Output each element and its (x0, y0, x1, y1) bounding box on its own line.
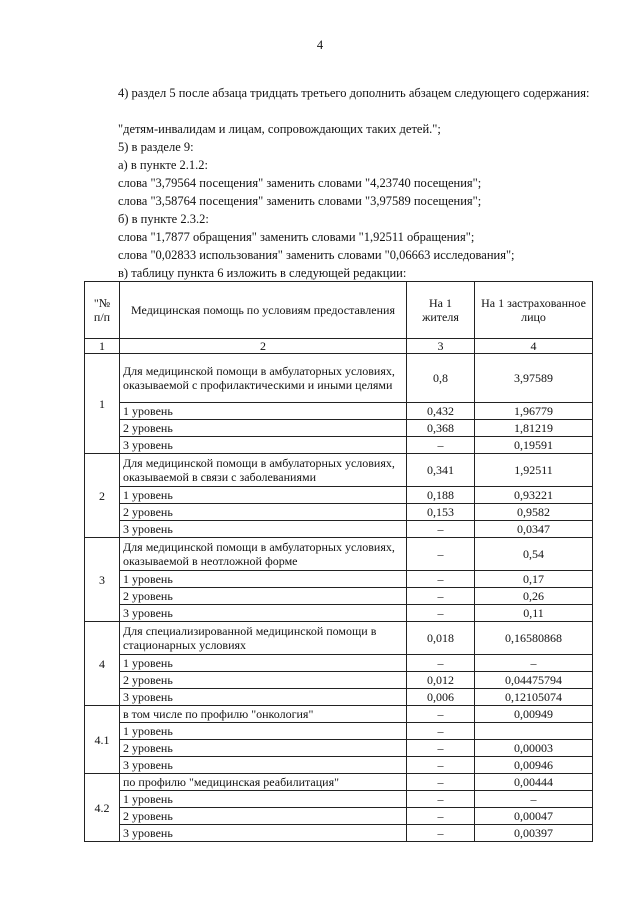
value-per-resident: – (407, 825, 475, 842)
care-description: в том числе по профилю "онкология" (120, 706, 407, 723)
care-description: 1 уровень (120, 723, 407, 740)
row-number: 4 (85, 622, 120, 706)
value-per-insured: 0,00444 (475, 774, 593, 791)
value-per-resident: – (407, 757, 475, 774)
value-per-resident: – (407, 808, 475, 825)
text-line: "детям-инвалидам и лицам, сопровождающих таких детей."; (118, 122, 441, 136)
value-per-insured: 0,00047 (475, 808, 593, 825)
row-number: 2 (85, 454, 120, 538)
value-per-insured: 0,54 (475, 538, 593, 571)
value-per-insured: 1,81219 (475, 420, 593, 437)
table-row-level (85, 757, 593, 774)
care-description: 3 уровень (120, 757, 407, 774)
table-row-level (85, 791, 593, 808)
care-description: Для медицинской помощи в амбулаторных условиях, оказываемой в неотложной форме (120, 538, 407, 571)
care-description: 1 уровень (120, 487, 407, 504)
value-per-insured: 0,00003 (475, 740, 593, 757)
value-per-resident: – (407, 571, 475, 588)
value-per-resident: – (407, 740, 475, 757)
value-per-insured: 0,19591 (475, 437, 593, 454)
value-per-resident: – (407, 774, 475, 791)
value-per-insured (475, 723, 593, 740)
table-row-level (85, 487, 593, 504)
value-per-insured: 0,17 (475, 571, 593, 588)
care-description: 3 уровень (120, 437, 407, 454)
table-row-level (85, 504, 593, 521)
column-number: 1 (85, 339, 120, 354)
value-per-resident: 0,188 (407, 487, 475, 504)
value-per-insured: 0,00946 (475, 757, 593, 774)
care-description: 2 уровень (120, 740, 407, 757)
value-per-insured: – (475, 791, 593, 808)
care-description: 2 уровень (120, 672, 407, 689)
table-row-level (85, 740, 593, 757)
value-per-insured: 0,00949 (475, 706, 593, 723)
value-per-insured: 0,93221 (475, 487, 593, 504)
value-per-resident: – (407, 437, 475, 454)
text-line: в) таблицу пункта 6 изложить в следующей редакции: (118, 266, 407, 280)
value-per-resident: – (407, 791, 475, 808)
text-line: слова "3,79564 посещения" заменить словами "4,23740 посещения"; (118, 176, 482, 190)
value-per-resident: 0,432 (407, 403, 475, 420)
text-line: слова "1,7877 обращения" заменить словами "1,92511 обращения"; (118, 230, 475, 244)
table-row-level (85, 689, 593, 706)
value-per-insured: 0,00397 (475, 825, 593, 842)
table-row-level (85, 437, 593, 454)
value-per-resident: – (407, 723, 475, 740)
text-line: 5) в разделе 9: (118, 140, 194, 154)
table-row-level (85, 588, 593, 605)
header-care: Медицинская помощь по условиям предоставления (120, 282, 407, 339)
text-line: б) в пункте 2.3.2: (118, 212, 209, 226)
care-description: Для медицинской помощи в амбулаторных условиях, оказываемой в связи с заболеваниями (120, 454, 407, 487)
text-line: а) в пункте 2.1.2: (118, 158, 209, 172)
value-per-resident: 0,341 (407, 454, 475, 487)
header-num: "№ п/п (85, 282, 120, 339)
care-description: 1 уровень (120, 655, 407, 672)
care-description: по профилю "медицинская реабилитация" (120, 774, 407, 791)
value-per-insured: 0,04475794 (475, 672, 593, 689)
table-row-level (85, 672, 593, 689)
text-line: слова "0,02833 использования" заменить словами "0,06663 исследования"; (118, 248, 515, 262)
care-description: 3 уровень (120, 521, 407, 538)
indicators-table (84, 281, 593, 842)
table-header-row (85, 282, 593, 339)
table-row-category (85, 538, 593, 571)
row-number: 4.1 (85, 706, 120, 774)
value-per-insured: 0,0347 (475, 521, 593, 538)
value-per-resident: 0,8 (407, 354, 475, 403)
value-per-insured: 3,97589 (475, 354, 593, 403)
value-per-resident: – (407, 538, 475, 571)
column-number: 3 (407, 339, 475, 354)
column-number: 2 (120, 339, 407, 354)
table-row-level (85, 723, 593, 740)
value-per-insured: 0,9582 (475, 504, 593, 521)
care-description: 1 уровень (120, 403, 407, 420)
row-number: 1 (85, 354, 120, 454)
table-row-level (85, 420, 593, 437)
value-per-resident: 0,153 (407, 504, 475, 521)
table-row-level (85, 605, 593, 622)
table-row-category (85, 774, 593, 791)
table-row-level (85, 403, 593, 420)
value-per-insured: 1,96779 (475, 403, 593, 420)
value-per-resident: 0,006 (407, 689, 475, 706)
table-row-category (85, 706, 593, 723)
care-description: 1 уровень (120, 791, 407, 808)
care-description: 2 уровень (120, 420, 407, 437)
value-per-insured: 0,16580868 (475, 622, 593, 655)
value-per-resident: – (407, 655, 475, 672)
value-per-resident: 0,018 (407, 622, 475, 655)
table-row-level (85, 808, 593, 825)
care-description: Для специализированной медицинской помощи в стационарных условиях (120, 622, 407, 655)
paragraph-1: 4) раздел 5 после абзаца тридцать третьего дополнить абзацем следующего содержания: (118, 86, 590, 100)
value-per-resident: – (407, 521, 475, 538)
table-row-level (85, 571, 593, 588)
care-description: 2 уровень (120, 588, 407, 605)
value-per-resident: – (407, 605, 475, 622)
care-description: 3 уровень (120, 689, 407, 706)
table-row-category (85, 354, 593, 403)
value-per-insured: 0,11 (475, 605, 593, 622)
value-per-insured: 0,12105074 (475, 689, 593, 706)
care-description: 3 уровень (120, 605, 407, 622)
row-number: 4.2 (85, 774, 120, 842)
care-description: 2 уровень (120, 808, 407, 825)
table-row-level (85, 825, 593, 842)
row-number: 3 (85, 538, 120, 622)
page-number: 4 (316, 38, 324, 52)
column-number: 4 (475, 339, 593, 354)
column-number-row (85, 339, 593, 354)
care-description: 1 уровень (120, 571, 407, 588)
value-per-resident: – (407, 706, 475, 723)
value-per-insured: 0,26 (475, 588, 593, 605)
value-per-resident: 0,012 (407, 672, 475, 689)
care-description: 2 уровень (120, 504, 407, 521)
value-per-resident: – (407, 588, 475, 605)
value-per-insured: – (475, 655, 593, 672)
care-description: 3 уровень (120, 825, 407, 842)
value-per-resident: 0,368 (407, 420, 475, 437)
table-row-category (85, 622, 593, 655)
table-row-level (85, 655, 593, 672)
header-per-resident: На 1 жителя (407, 282, 475, 339)
care-description: Для медицинской помощи в амбулаторных условиях, оказываемой с профилактическими и иными целями (120, 354, 407, 403)
text-line: слова "3,58764 посещения" заменить словами "3,97589 посещения"; (118, 194, 482, 208)
value-per-insured: 1,92511 (475, 454, 593, 487)
table-row-level (85, 521, 593, 538)
header-per-insured: На 1 застрахованное лицо (475, 282, 593, 339)
table-row-category (85, 454, 593, 487)
